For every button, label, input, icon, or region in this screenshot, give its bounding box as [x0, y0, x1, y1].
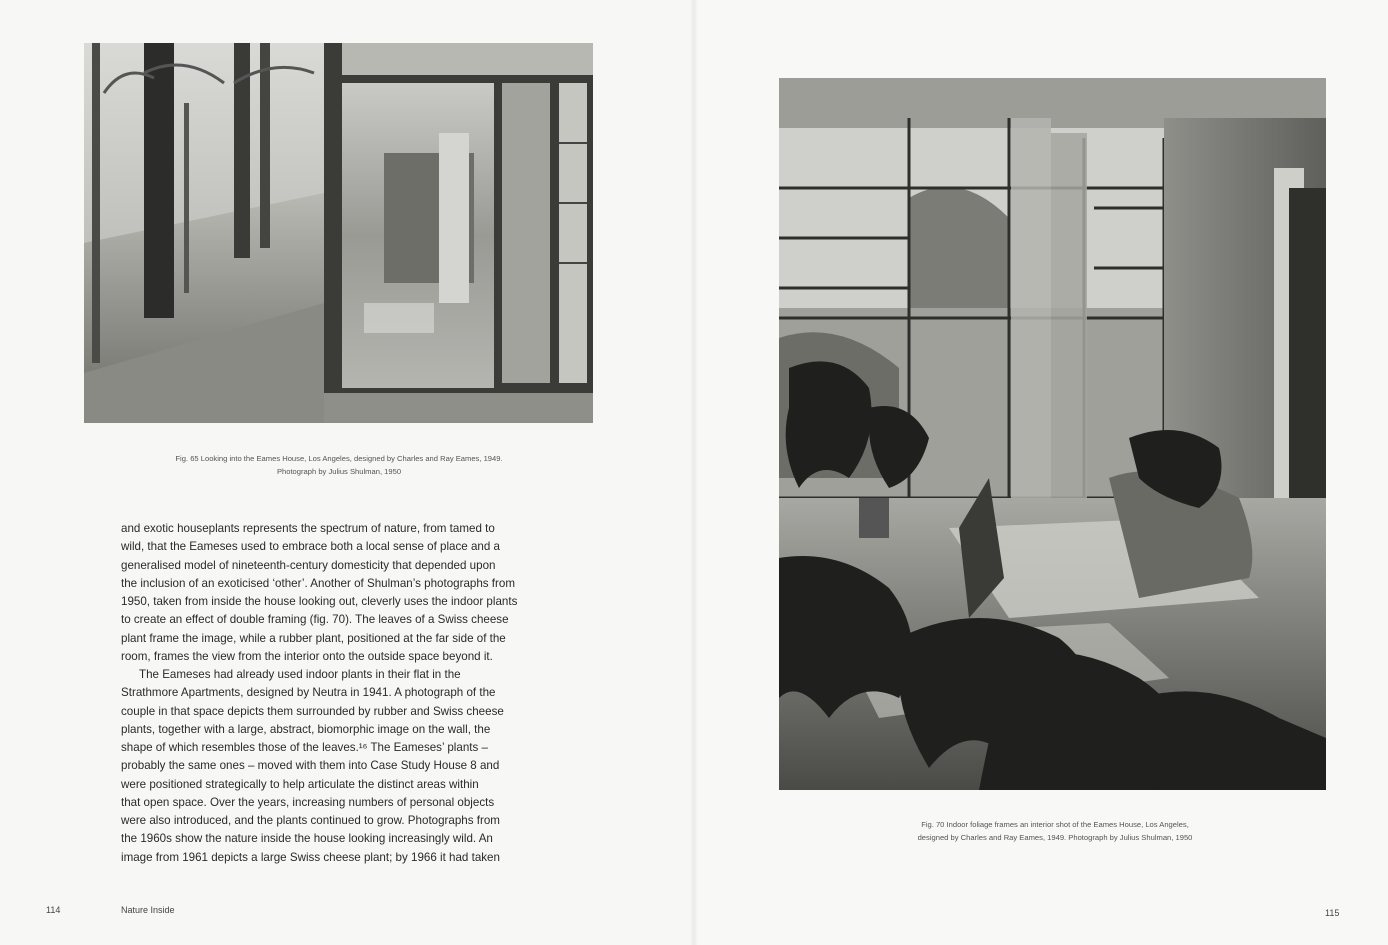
- body-line: The Eameses had already used indoor plants in their flat in the: [139, 668, 461, 681]
- body-line: plants, together with a large, abstract, biomorphic image on the wall, the: [121, 722, 491, 736]
- gutter-shadow: [690, 0, 698, 945]
- body-line: shape of which resembles those of the leaves.¹⁶ The Eameses’ plants –: [121, 741, 488, 754]
- figure-70-photo: [779, 78, 1326, 790]
- body-line: wild, that the Eameses used to embrace both a local sense of place and a: [121, 540, 500, 554]
- figure-65-photo: [84, 43, 593, 423]
- body-line: couple in that space depicts them surrounded by rubber and Swiss cheese: [121, 704, 504, 718]
- body-line: image from 1961 depicts a large Swiss cheese plant; by 1966 it had taken: [121, 850, 500, 864]
- body-line: 1950, taken from inside the house looking out, cleverly uses the indoor plants: [121, 595, 518, 608]
- body-line: were also introduced, and the plants continued to grow. Photographs from: [121, 814, 500, 827]
- running-head: Nature Inside: [121, 905, 175, 915]
- caption-line: Fig. 65 Looking into the Eames House, Los Angeles, designed by Charles and Ray Eames, 1949.: [175, 454, 503, 463]
- left-page-number: 114: [46, 905, 61, 915]
- body-line: and exotic houseplants represents the spectrum of nature, from tamed to: [121, 522, 495, 535]
- body-line: were positioned strategically to help articulate the distinct areas within: [121, 777, 479, 791]
- body-line: the 1960s show the nature inside the house looking increasingly wild. An: [121, 832, 493, 846]
- body-line: Strathmore Apartments, designed by Neutra in 1941. A photograph of the: [121, 686, 496, 700]
- body-line: room, frames the view from the interior onto the outside space beyond it.: [121, 649, 493, 663]
- body-line: to create an effect of double framing (fig. 70). The leaves of a Swiss cheese: [121, 613, 509, 627]
- body-line: probably the same ones – moved with them into Case Study House 8 and: [121, 759, 500, 773]
- caption-line: designed by Charles and Ray Eames, 1949. Photograph by Julius Shulman, 1950: [917, 833, 1193, 842]
- body-line: generalised model of nineteenth-century domesticity that depended upon: [121, 558, 496, 572]
- body-text: [121, 520, 561, 867]
- body-line: plant frame the image, while a rubber plant, positioned at the far side of the: [121, 631, 506, 645]
- caption-line: Photograph by Julius Shulman, 1950: [276, 467, 402, 476]
- body-line: that open space. Over the years, increasing numbers of personal objects: [121, 795, 495, 809]
- figure-65-caption: [104, 452, 574, 478]
- body-line: the inclusion of an exoticised ‘other’. Another of Shulman’s photographs from: [121, 576, 515, 590]
- caption-line: Fig. 70 Indoor foliage frames an interior shot of the Eames House, Los Angeles,: [921, 820, 1189, 829]
- right-page-number: 115: [1325, 908, 1340, 918]
- figure-70-caption: [820, 818, 1290, 844]
